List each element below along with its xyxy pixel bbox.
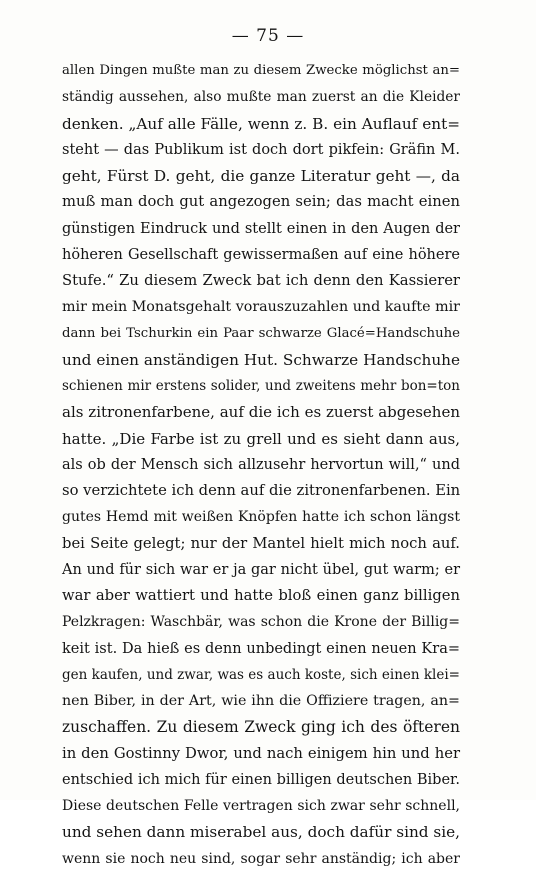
text-line: entschied ich mich für einen billigen deutschen Biber. [62,771,460,788]
text-line: ständig aussehen, also mußte man zuerst an die Kleider [62,89,460,106]
text-line: nen Biber, in der Art, wie ihn die Offiziere tragen, an= [62,693,460,709]
text-line: wenn sie noch neu sind, sogar sehr anständig; ich aber [62,850,460,867]
page-number: — 75 — [231,26,305,46]
text-line: Pelzkragen: Waschbär, was schon die Krone der Billig= [62,614,460,631]
text-line: zuschaffen. Zu diesem Zweck ging ich des öfteren [62,718,460,737]
text-line: als zitronenfarbene, auf die ich es zuerst abgesehen [62,403,460,422]
text-line: steht — das Publikum ist doch dort pikfein: Gräfin M. [62,141,460,158]
text-line: keit ist. Da hieß es denn unbedingt einen neuen Kra= [62,640,460,657]
text-line: muß man doch gut angezogen sein; das macht einen [62,193,460,211]
text-line: gutes Hemd mit weißen Knöpfen hatte ich schon längst [62,509,460,526]
text-line: und einen anständigen Hut. Schwarze Handschuhe [62,350,460,369]
text-line: Stufe.“ Zu diesem Zweck bat ich denn den Kassierer [62,272,460,289]
text-line: hatte. „Die Farbe ist zu grell und es sieht dann aus, [62,429,460,448]
text-line: bei Seite gelegt; nur der Mantel hielt mich noch auf. [62,534,460,552]
text-line: allen Dingen mußte man zu diesem Zwecke möglichst an= [62,63,460,78]
text-line: und sehen dann miserabel aus, doch dafür sind sie, [62,823,460,842]
text-line: An und für sich war er ja gar nicht übel, gut warm; er [62,561,460,578]
text-line: so verzichtete ich denn auf die zitronenfarbenen. Ein [62,482,461,499]
text-line: in den Gostinny Dwor, und nach einigem hin und her [62,744,460,762]
text-line: geht, Fürst D. geht, die ganze Literatur geht —, da [62,167,460,185]
text-line: schienen mir erstens solider, und zweitens mehr bon=ton [62,378,460,394]
body-text [62,58,460,872]
text-line: als ob der Mensch sich allzusehr hervortun will,“ und [62,456,460,473]
text-line: günstigen Eindruck und stellt einen in den Augen der [62,220,460,237]
text-line: mir mein Monatsgehalt vorauszuzahlen und kaufte mir [62,299,460,316]
text-line: gen kaufen, und zwar, was es auch koste, sich einen klei= [62,666,460,683]
text-line: war aber wattiert und hatte bloß einen ganz billigen [62,587,460,604]
text-line: Diese deutschen Felle vertragen sich zwar sehr schnell, [62,798,460,814]
text-line: dann bei Tschurkin ein Paar schwarze Glacé=Handschuhe [62,325,460,341]
text-line: denken. „Auf alle Fälle, wenn z. B. ein Auflauf ent= [62,114,460,133]
text-line: höheren Gesellschaft gewissermaßen auf eine höhere [62,246,460,263]
